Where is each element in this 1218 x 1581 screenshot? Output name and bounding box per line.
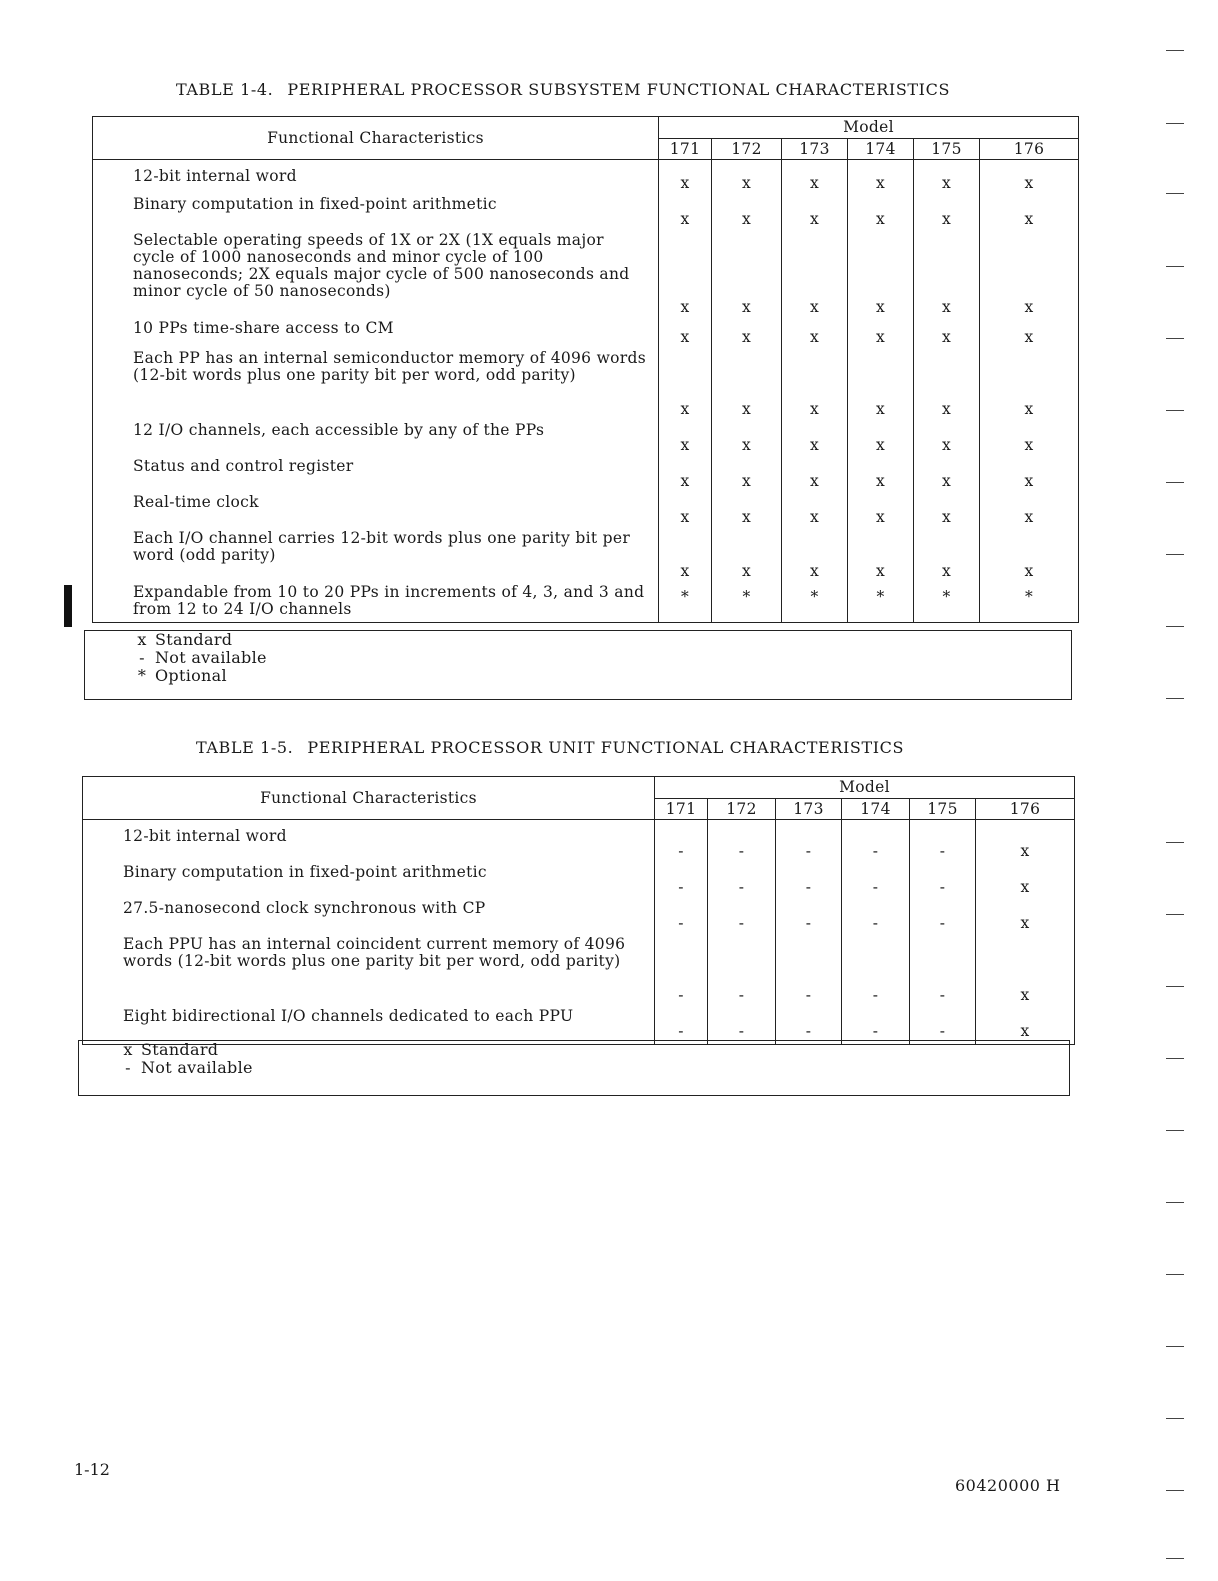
cell-mark: - [708, 936, 776, 1008]
cell-mark: x [782, 320, 848, 350]
cell-mark: x [782, 530, 848, 584]
cell-mark: x [782, 232, 848, 320]
legend-label: Not available [155, 648, 267, 667]
cell-mark: - [655, 936, 708, 1008]
table-row [83, 828, 1075, 864]
cell-mark: x [914, 320, 980, 350]
table-row [93, 350, 1079, 422]
cell-mark: x [980, 422, 1079, 458]
cell-mark: - [708, 828, 776, 864]
cell-mark: - [776, 864, 842, 900]
model-175-header: 175 [914, 138, 980, 160]
model-header: Model [655, 777, 1075, 799]
cell-mark: x [976, 828, 1075, 864]
legend-item [129, 631, 1071, 649]
row-description: Each PPU has an internal coincident current memory of 4096 words (12-bit words plus one parity bit per word, odd parity) [83, 936, 655, 1008]
cell-mark: x [848, 458, 914, 494]
cell-mark: x [782, 196, 848, 232]
table-row [93, 530, 1079, 584]
cell-mark: - [910, 936, 976, 1008]
cell-mark: - [842, 936, 910, 1008]
cell-mark: x [659, 196, 712, 232]
cell-mark: x [712, 458, 782, 494]
model-176-header: 176 [976, 798, 1075, 820]
cell-mark: x [712, 422, 782, 458]
table-row [83, 864, 1075, 900]
cell-mark: - [708, 864, 776, 900]
cell-mark: x [976, 936, 1075, 1008]
cell-mark: x [659, 320, 712, 350]
legend-item [115, 1041, 1069, 1059]
revision-change-bar [64, 585, 72, 627]
cell-mark: x [914, 458, 980, 494]
model-174-header: 174 [848, 138, 914, 160]
cell-mark: - [708, 1008, 776, 1044]
page-number: 1-12 [74, 1460, 110, 1479]
row-description: Eight bidirectional I/O channels dedicated to each PPU [83, 1008, 655, 1044]
cell-mark: x [980, 196, 1079, 232]
legend-item [129, 667, 1071, 685]
row-description: 12-bit internal word [93, 168, 659, 196]
model-173-header: 173 [782, 138, 848, 160]
cell-mark: - [776, 900, 842, 936]
table-row [93, 232, 1079, 320]
cell-mark: x [980, 494, 1079, 530]
legend-symbol: * [137, 666, 147, 685]
cell-mark: x [980, 168, 1079, 196]
model-172-header: 172 [712, 138, 782, 160]
table-row [83, 936, 1075, 1008]
cell-mark: x [848, 530, 914, 584]
model-header: Model [659, 117, 1079, 139]
model-176-header: 176 [980, 138, 1079, 160]
legend-item [115, 1059, 1069, 1077]
cell-mark: - [708, 900, 776, 936]
cell-mark: x [659, 232, 712, 320]
row-description: 27.5-nanosecond clock synchronous with CP [83, 900, 655, 936]
cell-mark: x [782, 168, 848, 196]
cell-mark: x [914, 422, 980, 458]
cell-mark: x [712, 168, 782, 196]
legend-label: Standard [155, 630, 233, 649]
model-171-header: 171 [655, 798, 708, 820]
cell-mark: - [910, 1008, 976, 1044]
cell-mark: x [659, 168, 712, 196]
cell-mark: x [914, 494, 980, 530]
cell-mark: x [712, 530, 782, 584]
table-1-4-title [176, 80, 950, 99]
cell-mark: - [776, 828, 842, 864]
table-row [93, 458, 1079, 494]
row-description: 12 I/O channels, each accessible by any of the PPs [93, 422, 659, 458]
cell-mark: x [782, 422, 848, 458]
cell-mark: x [848, 422, 914, 458]
table-1-5-legend [78, 1040, 1070, 1096]
table-row [93, 494, 1079, 530]
table-row [83, 1008, 1075, 1044]
table-row [93, 196, 1079, 232]
row-description: 12-bit internal word [83, 828, 655, 864]
table-row [93, 584, 1079, 622]
cell-mark: x [712, 232, 782, 320]
cell-mark: x [848, 350, 914, 422]
cell-mark: - [842, 1008, 910, 1044]
table-1-4-legend [84, 630, 1072, 700]
cell-mark: - [910, 900, 976, 936]
row-description: Each PP has an internal semiconductor memory of 4096 words (12-bit words plus one parity bit per word, odd parity) [93, 350, 659, 422]
cell-mark: x [914, 530, 980, 584]
model-174-header: 174 [842, 798, 910, 820]
cell-mark: x [848, 232, 914, 320]
cell-mark: x [914, 350, 980, 422]
cell-mark: x [980, 350, 1079, 422]
cell-mark: - [842, 864, 910, 900]
cell-mark: x [980, 320, 1079, 350]
functional-characteristics-header: Functional Characteristics [83, 777, 655, 820]
cell-mark: x [782, 350, 848, 422]
row-description: Expandable from 10 to 20 PPs in increments of 4, 3, and 3 and from 12 to 24 I/O channels [93, 584, 659, 622]
cell-mark: x [914, 232, 980, 320]
cell-mark: x [848, 494, 914, 530]
table-1-5-title-text: PERIPHERAL PROCESSOR UNIT FUNCTIONAL CHARACTERISTICS [307, 738, 905, 757]
cell-mark: - [655, 1008, 708, 1044]
cell-mark: - [776, 936, 842, 1008]
cell-mark: - [842, 828, 910, 864]
cell-mark: x [782, 458, 848, 494]
cell-mark: x [976, 900, 1075, 936]
cell-mark: x [712, 320, 782, 350]
model-175-header: 175 [910, 798, 976, 820]
row-description: Each I/O channel carries 12-bit words plus one parity bit per word (odd parity) [93, 530, 659, 584]
cell-mark: x [848, 168, 914, 196]
cell-mark: x [976, 864, 1075, 900]
cell-mark: x [980, 458, 1079, 494]
model-171-header: 171 [659, 138, 712, 160]
cell-mark: x [659, 350, 712, 422]
cell-mark: x [659, 458, 712, 494]
cell-mark: x [659, 530, 712, 584]
row-description: Binary computation in fixed-point arithmetic [93, 196, 659, 232]
cell-mark: x [914, 168, 980, 196]
table-row [93, 320, 1079, 350]
cell-mark: x [914, 196, 980, 232]
row-description: 10 PPs time-share access to CM [93, 320, 659, 350]
table-1-4 [92, 116, 1079, 623]
cell-mark: * [659, 584, 712, 622]
table-1-5 [82, 776, 1075, 1045]
table-1-5-title [196, 738, 904, 757]
cell-mark: - [655, 900, 708, 936]
cell-mark: * [848, 584, 914, 622]
cell-mark: x [976, 1008, 1075, 1044]
cell-mark: x [659, 494, 712, 530]
cell-mark: x [980, 530, 1079, 584]
table-1-4-title-text: PERIPHERAL PROCESSOR SUBSYSTEM FUNCTIONAL CHARACTERISTICS [287, 80, 951, 99]
legend-symbol: - [125, 1058, 131, 1077]
cell-mark: - [910, 864, 976, 900]
cell-mark: * [782, 584, 848, 622]
legend-symbol: - [139, 648, 145, 667]
row-description: Status and control register [93, 458, 659, 494]
document-number: 60420000 H [955, 1476, 1061, 1495]
cell-mark: x [782, 494, 848, 530]
row-description: Real-time clock [93, 494, 659, 530]
model-172-header: 172 [708, 798, 776, 820]
cell-mark: x [659, 422, 712, 458]
cell-mark: - [655, 828, 708, 864]
table-row [83, 900, 1075, 936]
cell-mark: x [980, 232, 1079, 320]
cell-mark: x [848, 196, 914, 232]
cell-mark: - [910, 828, 976, 864]
row-description: Binary computation in fixed-point arithmetic [83, 864, 655, 900]
cell-mark: x [712, 494, 782, 530]
table-1-4-number: TABLE 1-4. [176, 80, 274, 99]
cell-mark: - [776, 1008, 842, 1044]
functional-characteristics-header: Functional Characteristics [93, 117, 659, 160]
table-1-5-number: TABLE 1-5. [196, 738, 294, 757]
row-description: Selectable operating speeds of 1X or 2X (1X equals major cycle of 1000 nanoseconds and minor cycle of 100 nanoseconds; 2X equals major cycle of 500 nanoseconds and minor cycle of 50 nanoseconds) [93, 232, 659, 320]
cell-mark: * [980, 584, 1079, 622]
legend-label: Standard [141, 1040, 219, 1059]
legend-item [129, 649, 1071, 667]
legend-label: Optional [155, 666, 227, 685]
table-row [93, 168, 1079, 196]
cell-mark: x [712, 350, 782, 422]
legend-symbol: x [137, 630, 147, 649]
cell-mark: * [712, 584, 782, 622]
model-173-header: 173 [776, 798, 842, 820]
table-row [93, 422, 1079, 458]
legend-label: Not available [141, 1058, 253, 1077]
legend-symbol: x [123, 1040, 133, 1059]
cell-mark: - [655, 864, 708, 900]
cell-mark: x [848, 320, 914, 350]
cell-mark: x [712, 196, 782, 232]
cell-mark: * [914, 584, 980, 622]
cell-mark: - [842, 900, 910, 936]
